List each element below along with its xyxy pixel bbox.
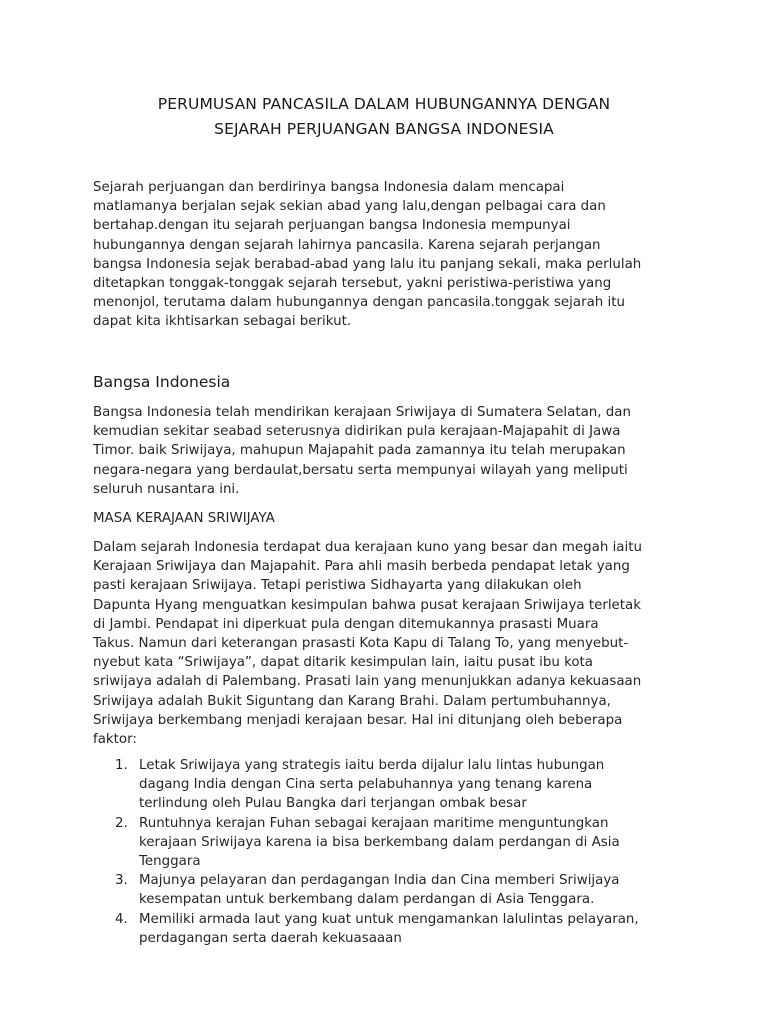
paragraph-line: nyebut kata “Sriwijaya”, dapat ditarik kesimpulan lain, iaitu pusat ibu kota: [93, 655, 594, 671]
list-item-line: Memiliki armada laut yang kuat untuk mengamankan lalulintas pelayaran,: [139, 911, 639, 927]
paragraph-line: menonjol, terutama dalam hubungannya dengan pancasila.tonggak sejarah itu: [93, 295, 625, 311]
list-item-line: Letak Sriwijaya yang strategis iaitu berda dijalur lalu lintas hubungan: [139, 758, 605, 773]
title-line: PERUMUSAN PANCASILA DALAM HUBUNGANNYA DENGAN: [157, 95, 611, 113]
list-item-line: kesempatan untuk berkembang dalam perdangan di Asia Tenggara.: [139, 892, 595, 908]
paragraph-line: negara-negara yang berdaulat,bersatu serta mempunyai wilayah yang meliputi: [93, 462, 628, 478]
list-item-line: perdagangan serta daerah kekuasaaan: [139, 930, 402, 946]
paragraph-line: ditetapkan tonggak-tonggak sejarah tersebut, yakni peristiwa-peristiwa yang: [93, 276, 612, 292]
list-number: 3.: [115, 873, 128, 889]
paragraph-line: Sriwijaya berkembang menjadi kerajaan besar. Hal ini ditunjang oleh beberapa: [93, 712, 623, 728]
list-item-line: terlindung oleh Pulau Bangka dari terjangan ombak besar: [139, 796, 527, 812]
paragraph-line: bertahap.dengan itu sejarah perjuangan bangsa Indonesia mempunyai: [93, 218, 571, 234]
subheading: MASA KERAJAAN SRIWIJAYA: [93, 511, 275, 526]
paragraph-line: Timor. baik Sriwijaya, mahupun Majapahit pada zamannya itu telah merupakan: [93, 443, 626, 459]
paragraph-line: Takus. Namun dari keterangan prasasti Kota Kapu di Talang To, yang menyebut-: [93, 636, 629, 652]
paragraph-line: seluruh nusantara ini.: [93, 481, 240, 497]
list-item: [93, 910, 693, 948]
list-item-line: dagang India dengan Cina serta pelabuhannya yang tenang karena: [139, 777, 593, 793]
paragraph-line: hubungannya dengan sejarah lahirnya pancasila. Karena sejarah perjangan: [93, 237, 601, 253]
masa-paragraph: [93, 538, 693, 749]
paragraph-line: dapat kita ikhtisarkan sebagai berikut.: [93, 314, 352, 330]
list-number: 2.: [115, 815, 128, 831]
list-item-line: Majunya pelayaran dan perdagangan India dan Cina memberi Sriwijaya: [139, 873, 620, 889]
list-number: 1.: [115, 758, 128, 773]
list-item: [93, 814, 693, 872]
paragraph-line: di Jambi. Pendapat ini diperkuat pula dengan ditemukannya prasasti Muara: [93, 616, 599, 632]
list-item: [93, 871, 693, 909]
paragraph-line: Dalam sejarah Indonesia terdapat dua kerajaan kuno yang besar dan megah iaitu: [93, 540, 642, 555]
list-item: [93, 756, 693, 814]
list-item-line: kerajaan Sriwijaya karena ia bisa berkembang dalam perdangan di Asia: [139, 834, 620, 850]
title-line: SEJARAH PERJUANGAN BANGSA INDONESIA: [214, 120, 554, 138]
paragraph-line: sriwijaya adalah di Palembang. Prasati lain yang menunjukkan adanya kekuasaan: [93, 674, 642, 690]
factor-list: [93, 756, 693, 948]
paragraph-line: Bangsa Indonesia telah mendirikan kerajaan Sriwijaya di Sumatera Selatan, dan: [93, 405, 631, 420]
section-paragraph: [93, 403, 693, 499]
paragraph-line: Sriwijaya adalah Bukit Siguntang dan Karang Brahi. Dalam pertumbuhannya,: [93, 693, 611, 709]
list-item-line: Runtuhnya kerajan Fuhan sebagai kerajaan maritime menguntungkan: [139, 815, 609, 831]
paragraph-line: bangsa Indonesia sejak berabad-abad yang lalu itu panjang sekali, maka perlulah: [93, 256, 642, 272]
list-item-line: Tenggara: [139, 854, 201, 870]
document-title: [60, 92, 708, 142]
paragraph-line: faktor:: [93, 732, 137, 748]
intro-paragraph: [93, 178, 693, 332]
paragraph-line: pasti kerajaan Sriwijaya. Tetapi peristiwa Sidhayarta yang dilakukan oleh: [93, 578, 582, 594]
paragraph-line: matlamanya berjalan sejak sekian abad yang lalu,dengan pelbagai cara dan: [93, 199, 606, 215]
section-heading: Bangsa Indonesia: [93, 373, 231, 391]
paragraph-line: Kerajaan Sriwijaya dan Majapahit. Para ahli masih berbeda pendapat letak yang: [93, 559, 630, 575]
paragraph-line: Sejarah perjuangan dan berdirinya bangsa Indonesia dalam mencapai: [93, 180, 565, 195]
list-number: 4.: [115, 911, 128, 927]
paragraph-line: kemudian sekitar seabad seterusnya didirikan pula kerajaan-Majapahit di Jawa: [93, 424, 621, 440]
paragraph-line: Dapunta Hyang menguatkan kesimpulan bahwa pusat kerajaan Sriwijaya terletak: [93, 597, 641, 613]
